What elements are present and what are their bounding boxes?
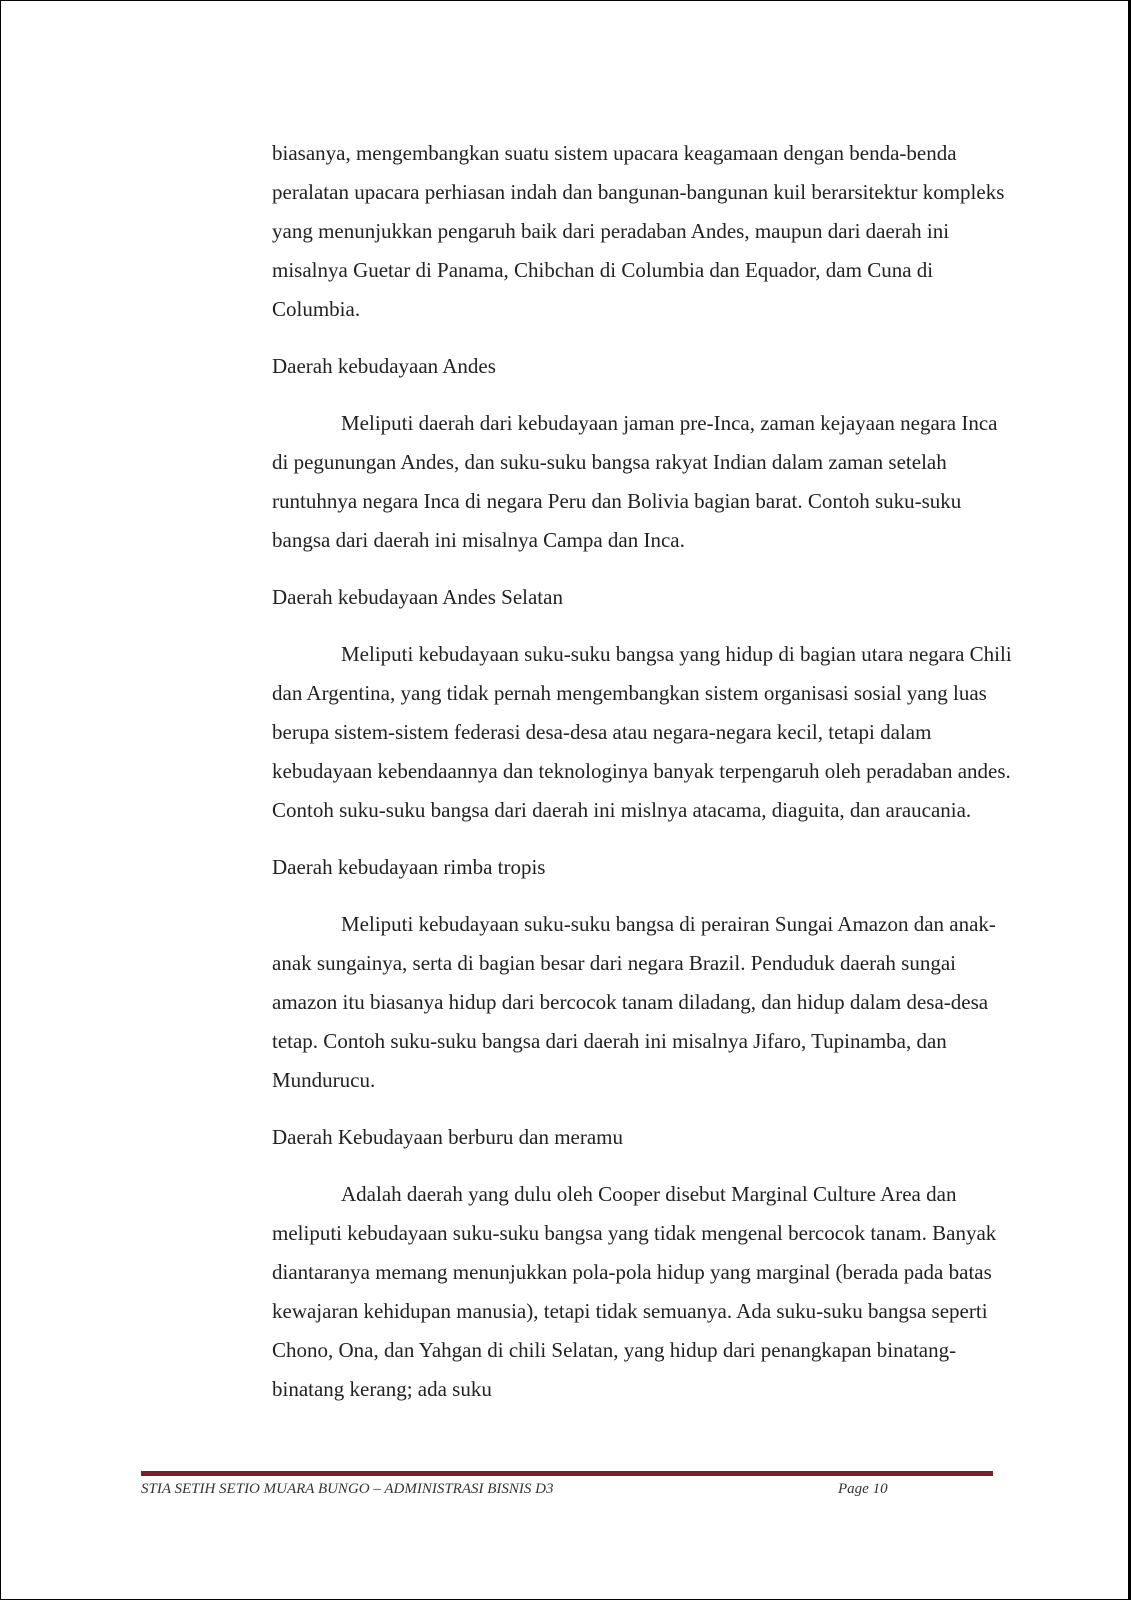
section-heading-andes-selatan: Daerah kebudayaan Andes Selatan [272,585,563,609]
paragraph-andes-selatan: Meliputi kebudayaan suku-suku bangsa yang hidup di bagian utara negara Chili dan Argentina, yang tidak pernah mengembangkan sistem organisasi sosial yang luas berupa sistem-sistem federasi desa-desa atau negara-negara kecil, tetapi dalam kebudayaan kebendaannya dan teknologinya banyak terpengaruh oleh peradaban andes. Contoh suku-suku bangsa dari daerah ini mislnya atacama, diaguita, dan araucania. [272,642,1012,822]
section-heading-andes: Daerah kebudayaan Andes [272,354,496,378]
page-number: Page 10 [838,1481,888,1497]
paragraph-andes: Meliputi daerah dari kebudayaan jaman pre-Inca, zaman kejayaan negara Inca di pegunungan Andes, dan suku-suku bangsa rakyat Indian dalam zaman setelah runtuhnya negara Inca di negara Peru dan Bolivia bagian barat. Contoh suku-suku bangsa dari daerah ini misalnya Campa dan Inca. [272,411,998,552]
section-heading-rimba-tropis: Daerah kebudayaan rimba tropis [272,855,546,879]
section-heading-berburu-meramu: Daerah Kebudayaan berburu dan meramu [272,1125,624,1149]
footer-institution: STIA SETIH SETIO MUARA BUNGO – ADMINISTRASI BISNIS D3 [141,1481,554,1497]
paragraph-berburu-meramu: Adalah daerah yang dulu oleh Cooper disebut Marginal Culture Area dan meliputi kebudayaan suku-suku bangsa yang tidak mengenal bercocok tanam. Banyak diantaranya memang menunjukkan pola-pola hidup yang marginal (berada pada batas kewajaran kehidupan manusia), tetapi tidak semuanya. Ada suku-suku bangsa seperti Chono, Ona, dan Yahgan di chili Selatan, yang hidup dari penangkapan binatang-binatang kerang; ada suku [272,1182,997,1401]
paragraph-continuation: biasanya, mengembangkan suatu sistem upacara keagamaan dengan benda-benda peralatan upacara perhiasan indah dan bangunan-bangunan kuil berarsitektur kompleks yang menunjukkan pengaruh baik dari peradaban Andes, maupun dari daerah ini misalnya Guetar di Panama, Chibchan di Columbia dan Equador, dam Cuna di Columbia. [272,141,1005,321]
footer-divider [141,1471,993,1476]
paragraph-rimba-tropis: Meliputi kebudayaan suku-suku bangsa di perairan Sungai Amazon dan anak-anak sungainya, serta di bagian besar dari negara Brazil. Penduduk daerah sungai amazon itu biasanya hidup dari bercocok tanam diladang, dan hidup dalam desa-desa tetap. Contoh suku-suku bangsa dari daerah ini misalnya Jifaro, Tupinamba, dan Mundurucu. [272,912,996,1092]
document-body [272,134,1012,1427]
